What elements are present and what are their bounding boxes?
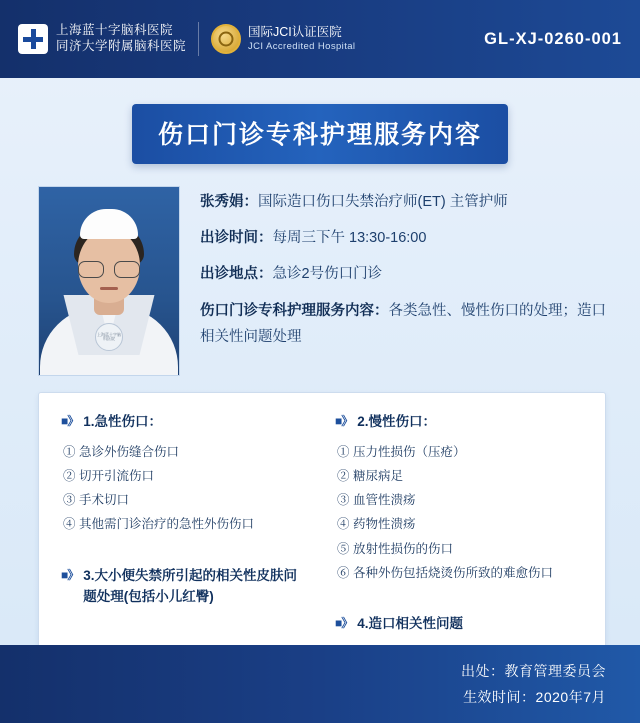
profile-name-value: 国际造口伤口失禁治疗师(ET) 主管护师 <box>258 194 508 210</box>
profile-row-name <box>200 192 606 214</box>
schedule-value: 每周三下午 13:30-16:00 <box>272 229 427 246</box>
section-heading-chronic-wounds <box>335 411 583 433</box>
section-heading-text: 1.急性伤口： <box>83 414 163 429</box>
header-divider <box>198 22 199 56</box>
profile-row-schedule <box>200 228 606 250</box>
portrait-chest-badge: 上海蓝十字脑科医院 <box>95 323 123 351</box>
profile-row-services <box>200 299 606 350</box>
list-item: ③ 血管性溃疡 <box>337 493 416 508</box>
location-value: 急诊2号伤口门诊 <box>272 265 383 282</box>
hospital-name-line1: 上海蓝十字脑科医院 <box>56 23 174 38</box>
location-sep: ： <box>258 265 273 282</box>
services-label: 伤口门诊专科护理服务内容 <box>200 303 374 320</box>
title-area <box>0 104 640 164</box>
list-item: ⑤ 放射性损伤的伤口 <box>337 541 453 556</box>
jci-seal-icon <box>211 24 241 54</box>
jci-accreditation <box>211 24 355 54</box>
profile-name-label: 张秀娟 <box>200 194 244 210</box>
portrait-mouth <box>100 287 118 290</box>
list-item: ② 糖尿病足 <box>337 468 403 483</box>
hospital-logo <box>18 23 186 54</box>
list-item: ② 切开引流伤口 <box>63 468 154 483</box>
jci-line2: JCI Accredited Hospital <box>248 40 356 52</box>
section-heading-text: 3.大小便失禁所引起的相关性皮肤问题处理(包括小儿红臀) <box>83 567 298 605</box>
profile-section <box>38 186 606 376</box>
jci-line1: 国际JCI认证医院 <box>248 25 342 40</box>
section-heading-text: 2.慢性伤口： <box>357 414 437 429</box>
list-item: ③ 手术切口 <box>63 493 129 508</box>
page-header <box>0 0 640 78</box>
section-marker-icon: ■》 <box>61 567 79 582</box>
list-item: ④ 其他需门诊治疗的急性外伤伤口 <box>63 517 254 532</box>
services-value: 各类急性、慢性伤口的处理；造口相关性问题处理 <box>200 303 606 345</box>
page-footer <box>0 645 640 723</box>
section-heading-incontinence-skin <box>61 565 309 608</box>
hospital-name-block <box>56 23 186 54</box>
document-code: GL-XJ-0260-001 <box>484 29 622 48</box>
page-title: 伤口门诊专科护理服务内容 <box>132 104 508 164</box>
jci-text-block <box>248 25 355 53</box>
hospital-name-line2: 同济大学附属脑科医院 <box>56 39 187 53</box>
profile-info <box>200 186 606 376</box>
list-item: ④ 药物性溃疡 <box>337 517 416 532</box>
portrait-glasses <box>78 261 140 278</box>
section-heading-text: 4.造口相关性问题 <box>357 616 464 632</box>
footer-source: 出处：教育管理委员会 <box>461 663 606 679</box>
section-heading-stoma-issues <box>335 613 583 635</box>
list-item: ① 急诊外伤缝合伤口 <box>63 444 179 459</box>
profile-name-sep: ： <box>243 194 258 210</box>
schedule-label: 出诊时间 <box>200 229 258 246</box>
section-heading-acute-wounds <box>61 411 309 433</box>
nurse-portrait-photo <box>38 186 180 376</box>
section-marker-icon: ■》 <box>335 414 353 428</box>
section-spacer <box>335 587 583 613</box>
section-marker-icon: ■》 <box>61 414 79 428</box>
section-marker-icon: ■》 <box>335 616 353 631</box>
schedule-sep: ： <box>258 229 273 246</box>
location-label: 出诊地点 <box>200 265 258 282</box>
services-sep: ： <box>374 303 389 320</box>
list-item: ① 压力性损伤（压疮） <box>337 444 466 459</box>
medical-cross-icon <box>18 24 48 54</box>
profile-row-location <box>200 264 606 286</box>
section-spacer <box>61 539 309 565</box>
footer-effective-date: 生效时间：2020年7月 <box>463 689 606 705</box>
list-item: ⑥ 各种外伤包括烧烫伤所致的难愈伤口 <box>337 565 553 580</box>
